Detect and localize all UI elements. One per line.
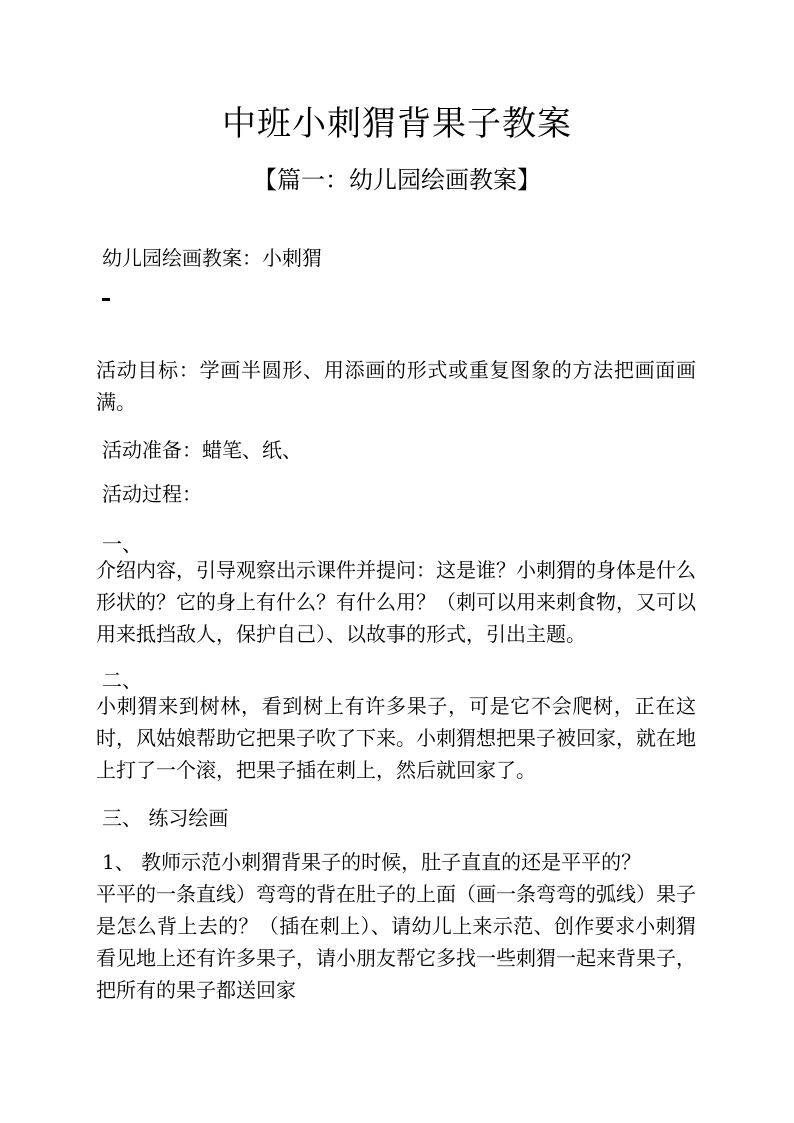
page-subtitle: 【篇一：幼儿园绘画教案】	[253, 166, 541, 194]
activity-objective: 活动目标：学画半圆形、用添画的形式或重复图象的方法把画面画满。	[96, 358, 696, 414]
step-3-item-1: 1、 教师示范小刺猬背果子的时候，肚子直直的还是平平的？	[102, 850, 642, 874]
step-1-text: 介绍内容，引导观察出示课件并提问：这是谁？小刺猬的身体是什么形状的？它的身上有什么？有什么用？（刺可以用来刺食物，又可以用来抵挡敌人，保护自己）、以故事的形式，引出主题。	[96, 558, 696, 646]
step-3-label: 三、 练习绘画	[102, 806, 229, 830]
activity-process-label: 活动过程：	[102, 482, 202, 506]
section-heading: 幼儿园绘画教案：小刺猬	[102, 246, 322, 270]
step-2-label: 二、	[102, 668, 142, 692]
step-2-text: 小刺猬来到树林，看到树上有许多果子，可是它不会爬树，正在这时，风姑娘帮助它把果子吹了下来。小刺猬想把果子被回家，就在地上打了一个滚，把果子插在刺上，然后就回家了。	[96, 694, 696, 782]
step-1-label: 一、	[102, 532, 142, 556]
page-title: 中班小刺猬背果子教案	[222, 104, 572, 144]
activity-preparation: 活动准备：蜡笔、纸、	[102, 438, 302, 462]
step-3-text: 平平的一条直线）弯弯的背在肚子的上面（画一条弯弯的弧线）果子是怎么背上去的？（插在刺上）、请幼儿上来示范、创作要求小刺猬看见地上还有许多果子，请小朋友帮它多找一些刺猬一起来背果子，把所有的果子都送回家	[96, 882, 696, 1002]
dash-mark	[102, 298, 110, 301]
